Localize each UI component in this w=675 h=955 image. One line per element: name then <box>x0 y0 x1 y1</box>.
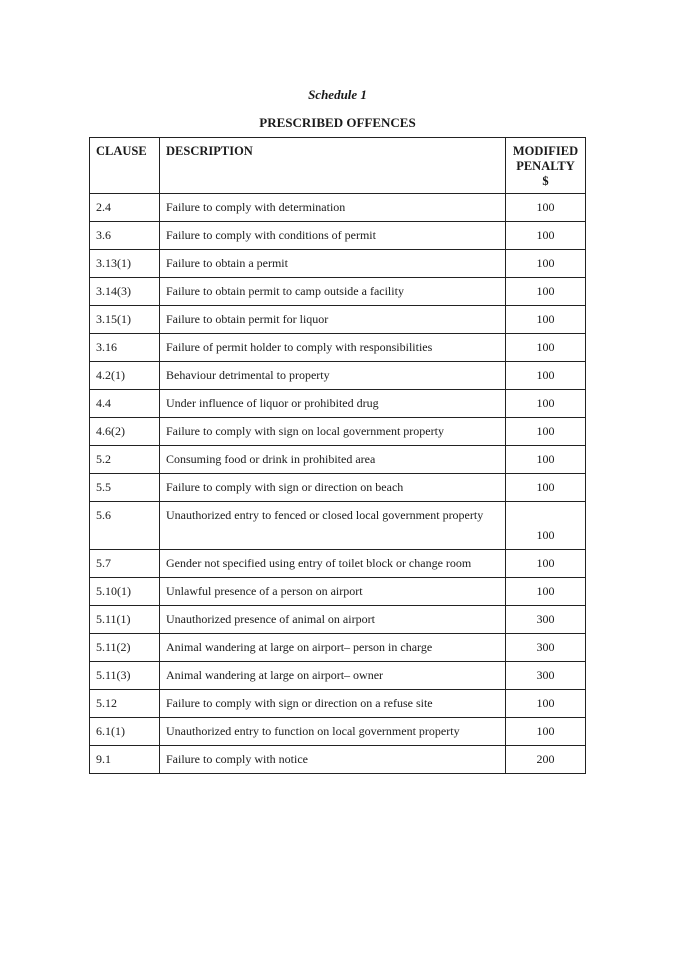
description-cell: Failure to comply with conditions of permit <box>160 222 506 250</box>
penalty-cell: 100 <box>506 474 586 502</box>
clause-header: CLAUSE <box>90 138 160 194</box>
description-cell: Failure to obtain permit to camp outside a facility <box>160 278 506 306</box>
description-cell: Unauthorized entry to function on local government property <box>160 718 506 746</box>
table-row <box>90 634 586 662</box>
table-row <box>90 446 586 474</box>
table-row <box>90 550 586 578</box>
clause-cell: 3.15(1) <box>90 306 160 334</box>
clause-cell: 3.13(1) <box>90 250 160 278</box>
description-header: DESCRIPTION <box>160 138 506 194</box>
description-cell: Gender not specified using entry of toilet block or change room <box>160 550 506 578</box>
table-row <box>90 334 586 362</box>
penalty-cell: 100 <box>506 718 586 746</box>
clause-cell: 4.2(1) <box>90 362 160 390</box>
schedule-title: Schedule 1 <box>308 87 367 102</box>
clause-cell: 5.7 <box>90 550 160 578</box>
penalty-cell: 300 <box>506 606 586 634</box>
penalty-cell: 100 <box>506 502 586 550</box>
clause-cell: 5.6 <box>90 502 160 550</box>
description-cell: Unlawful presence of a person on airport <box>160 578 506 606</box>
table-row <box>90 418 586 446</box>
clause-cell: 5.12 <box>90 690 160 718</box>
penalty-cell: 100 <box>506 550 586 578</box>
penalty-cell: 100 <box>506 278 586 306</box>
offence-rows <box>90 194 586 774</box>
description-cell: Failure to obtain permit for liquor <box>160 306 506 334</box>
description-cell: Failure to comply with sign on local government property <box>160 418 506 446</box>
description-cell: Failure to comply with sign or direction on a refuse site <box>160 690 506 718</box>
clause-cell: 5.11(2) <box>90 634 160 662</box>
clause-cell: 5.10(1) <box>90 578 160 606</box>
description-cell: Unauthorized presence of animal on airport <box>160 606 506 634</box>
clause-cell: 3.6 <box>90 222 160 250</box>
clause-cell: 3.16 <box>90 334 160 362</box>
penalty-cell: 100 <box>506 390 586 418</box>
clause-cell: 3.14(3) <box>90 278 160 306</box>
table-header-row <box>90 138 586 194</box>
description-cell: Animal wandering at large on airport– owner <box>160 662 506 690</box>
table-row <box>90 690 586 718</box>
table-row <box>90 250 586 278</box>
penalty-cell: 100 <box>506 306 586 334</box>
clause-cell: 5.11(1) <box>90 606 160 634</box>
description-cell: Under influence of liquor or prohibited drug <box>160 390 506 418</box>
clause-cell: 5.2 <box>90 446 160 474</box>
table-row <box>90 606 586 634</box>
description-cell: Unauthorized entry to fenced or closed local government property <box>160 502 506 550</box>
description-cell: Failure to comply with determination <box>160 194 506 222</box>
description-cell: Consuming food or drink in prohibited area <box>160 446 506 474</box>
table-row <box>90 278 586 306</box>
penalty-cell: 100 <box>506 250 586 278</box>
table-row <box>90 362 586 390</box>
section-title: PRESCRIBED OFFENCES <box>259 115 416 130</box>
penalty-cell: 300 <box>506 662 586 690</box>
table-row <box>90 306 586 334</box>
penalty-cell: 100 <box>506 334 586 362</box>
penalty-header-line1: MODIFIED <box>512 144 579 158</box>
offences-table <box>89 137 586 774</box>
table-row <box>90 222 586 250</box>
clause-cell: 4.6(2) <box>90 418 160 446</box>
clause-cell: 5.11(3) <box>90 662 160 690</box>
penalty-cell: 100 <box>506 362 586 390</box>
table-row <box>90 502 586 550</box>
penalty-header-line3: $ <box>542 174 549 188</box>
penalty-cell: 100 <box>506 418 586 446</box>
description-cell: Animal wandering at large on airport– person in charge <box>160 634 506 662</box>
description-cell: Failure to comply with notice <box>160 746 506 774</box>
table-row <box>90 746 586 774</box>
penalty-cell: 100 <box>506 578 586 606</box>
table-row <box>90 662 586 690</box>
penalty-cell: 100 <box>506 194 586 222</box>
table-row <box>90 578 586 606</box>
penalty-header-line2: PENALTY <box>516 159 575 173</box>
description-cell: Behaviour detrimental to property <box>160 362 506 390</box>
clause-cell: 6.1(1) <box>90 718 160 746</box>
clause-cell: 5.5 <box>90 474 160 502</box>
penalty-header <box>506 138 586 194</box>
penalty-cell: 100 <box>506 222 586 250</box>
penalty-cell: 200 <box>506 746 586 774</box>
clause-cell: 2.4 <box>90 194 160 222</box>
clause-cell: 9.1 <box>90 746 160 774</box>
description-cell: Failure of permit holder to comply with responsibilities <box>160 334 506 362</box>
table-row <box>90 390 586 418</box>
table-row <box>90 474 586 502</box>
penalty-cell: 100 <box>506 690 586 718</box>
clause-cell: 4.4 <box>90 390 160 418</box>
penalty-cell: 300 <box>506 634 586 662</box>
table-row <box>90 718 586 746</box>
description-cell: Failure to comply with sign or direction on beach <box>160 474 506 502</box>
description-cell: Failure to obtain a permit <box>160 250 506 278</box>
penalty-cell: 100 <box>506 446 586 474</box>
table-row <box>90 194 586 222</box>
